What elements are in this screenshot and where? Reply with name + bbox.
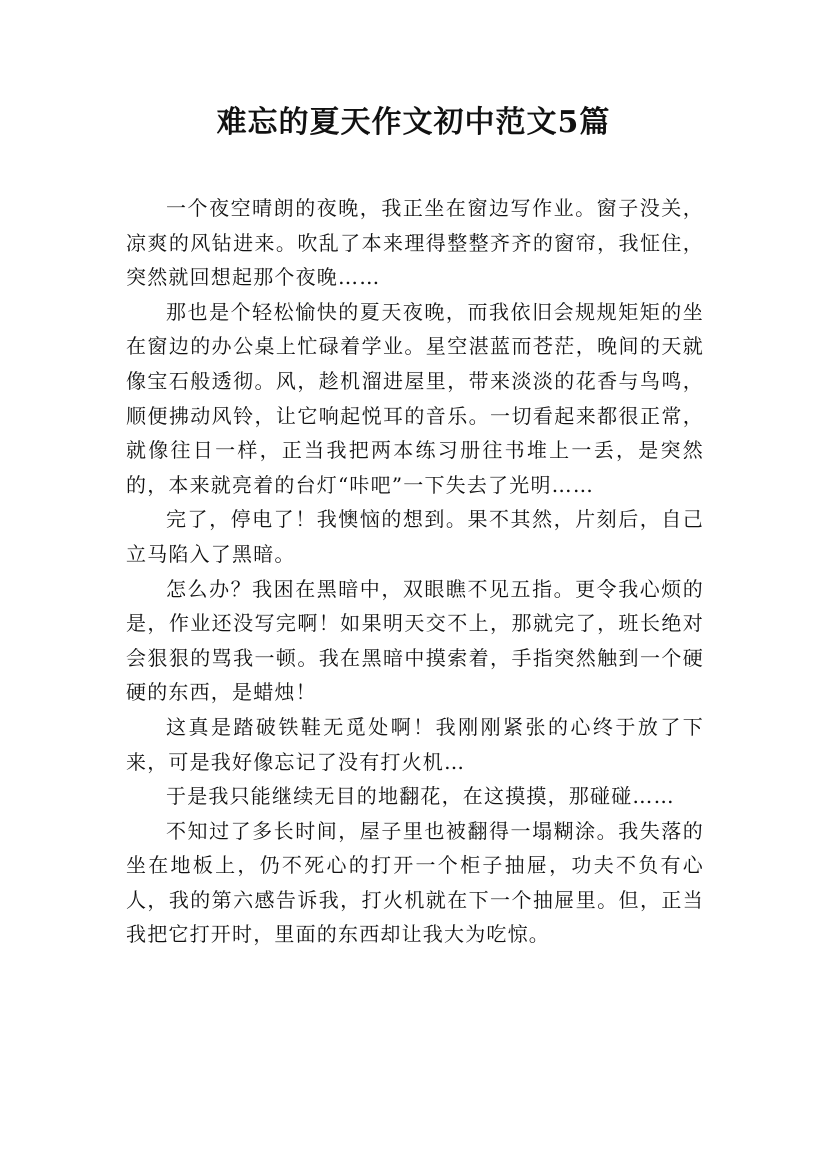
paragraph-3: 完了，停电了！我懊恼的想到。果不其然，片刻后，自己立马陷入了黑暗。	[126, 507, 704, 566]
document-body	[126, 191, 704, 952]
paragraph-7: 不知过了多长时间，屋子里也被翻得一塌糊涂。我失落的坐在地板上，仍不死心的打开一个柜子抽屉，功夫不负有心人，我的第六感告诉我，打火机就在下一个抽屉里。但，正当我把它打开时，里面的东西却让我大为吃惊。	[126, 818, 704, 947]
paragraph-6: 于是我只能继续无目的地翻花，在这摸摸，那碰碰……	[166, 784, 675, 809]
paragraph-5: 这真是踏破铁鞋无觅处啊！我刚刚紧张的心终于放了下来，可是我好像忘记了没有打火机…	[126, 714, 704, 774]
paragraph-4: 怎么办？我困在黑暗中，双眼瞧不见五指。更令我心烦的是，作业还没写完啊！如果明天交不上，那就完了，班长绝对会狠狠的骂我一顿。我在黑暗中摸索着，手指突然触到一个硬硬的东西，是蜡烛！	[126, 576, 704, 705]
paragraph-2: 那也是个轻松愉快的夏天夜晚，而我依旧会规规矩矩的坐在窗边的办公桌上忙碌着学业。星空湛蓝而苍茫，晚间的天就像宝石般透彻。风，趁机溜进屋里，带来淡淡的花香与鸟鸣，顺便拂动风铃，让它响起悦耳的音乐。一切看起来都很正常，就像往日一样，正当我把两本练习册往书堆上一丢，是突然的，本来就亮着的台灯“咔吧”一下失去了光明……	[126, 299, 704, 497]
document-title: 难忘的夏天作文初中范文5篇	[216, 105, 611, 140]
paragraph-1: 一个夜空晴朗的夜晚，我正坐在窗边写作业。窗子没关，凉爽的风钻进来。吹乱了本来理得整整齐齐的窗帘，我怔住，突然就回想起那个夜晚……	[126, 196, 704, 290]
